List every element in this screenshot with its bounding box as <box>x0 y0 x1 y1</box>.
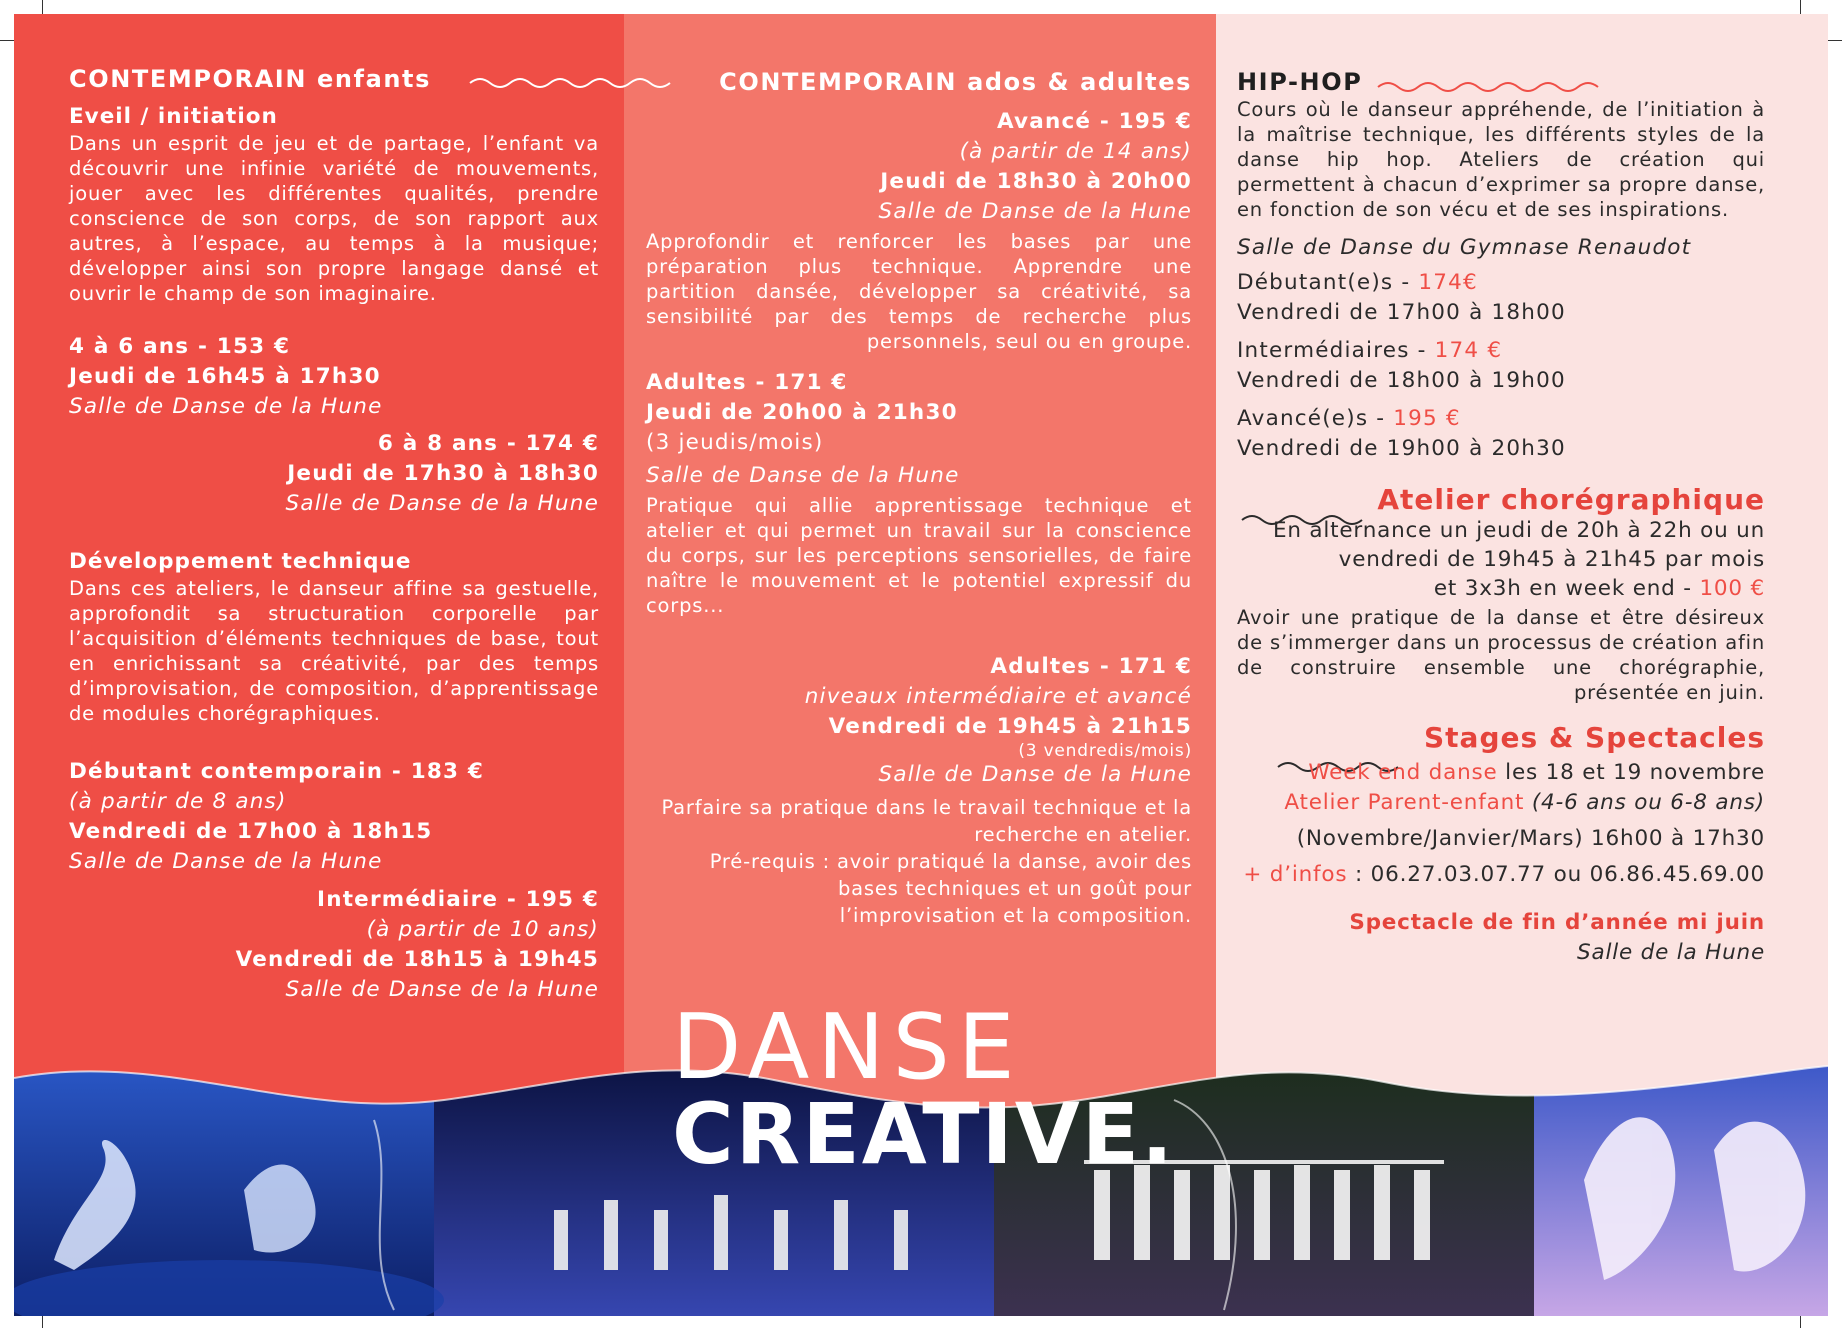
stages-schedule: (Novembre/Janvier/Mars) 16h00 à 17h30 <box>1296 826 1765 851</box>
class-4-6-place: Salle de Danse de la Hune <box>69 394 383 419</box>
weekend-label: Week end danse <box>1308 760 1498 785</box>
section-title: CONTEMPORAIN ados & adultes <box>719 68 1192 96</box>
level-name: Intermédiaires - <box>1237 338 1435 363</box>
level-price: 195 € <box>1393 406 1461 431</box>
avance-place: Salle de Danse de la Hune <box>878 199 1192 224</box>
adultes2-description: Parfaire sa pratique dans le travail technique et la recherche en atelier. <box>661 796 1192 846</box>
dev-title: Développement technique <box>69 549 412 574</box>
dev-description: Dans ces ateliers, le danseur affine sa gestuelle, approfondit sa structuration corporelle par l’acquisition d’éléments techniques de base, tout en enrichissant sa créativité, par des temps d’improvisation, de composition, d’apprentissage de modules chorégraphiques. <box>69 577 599 725</box>
level-debutant <box>1237 268 1765 328</box>
intermediaire-place: Salle de Danse de la Hune <box>285 977 599 1002</box>
avance-description: Approfondir et renforcer les bases par une préparation plus technique. Apprendre une partition dansée, développer sa créativité, sa sensibilité par des temps de recherche plus personnels, seul ou en groupe. <box>646 230 1192 353</box>
banner-title-line2: CREATIVE. <box>672 1085 1176 1183</box>
hiphop-place: Salle de Danse du Gymnase Renaudot <box>1237 235 1692 260</box>
intermediaire-name: Intermédiaire - 195 € <box>317 887 599 912</box>
infos-label: + d’infos <box>1243 862 1348 887</box>
atelier-price: 100 € <box>1699 576 1765 601</box>
column-contemporain-adultes <box>646 14 1192 929</box>
weekend-text: les 18 et 19 novembre <box>1497 760 1765 785</box>
level-avance <box>1237 404 1765 464</box>
class-6-8-time: Jeudi de 17h30 à 18h30 <box>287 461 599 486</box>
avance-age: (à partir de 14 ans) <box>959 139 1192 164</box>
adultes2-name: Adultes - 171 € <box>990 654 1192 679</box>
adultes2-frequency: (3 vendredis/mois) <box>1018 741 1192 761</box>
class-4-6-time: Jeudi de 16h45 à 17h30 <box>69 364 381 389</box>
avance-time: Jeudi de 18h30 à 20h00 <box>880 169 1192 194</box>
banner-title-line1: DANSE <box>672 995 1023 1100</box>
level-time: Vendredi de 18h00 à 19h00 <box>1237 368 1566 393</box>
parent-text: (4-6 ans ou 6-8 ans) <box>1524 790 1765 815</box>
adultes1-time: Jeudi de 20h00 à 21h30 <box>646 400 958 425</box>
section-title: HIP-HOP <box>1237 68 1363 96</box>
debutant-age: (à partir de 8 ans) <box>69 789 287 814</box>
level-name: Débutant(e)s - <box>1237 270 1419 295</box>
adultes1-frequency: (3 jeudis/mois) <box>646 430 824 455</box>
column-hiphop <box>1237 14 1765 968</box>
level-time: Vendredi de 17h00 à 18h00 <box>1237 300 1566 325</box>
adultes2-level: niveaux intermédiaire et avancé <box>804 684 1192 709</box>
intermediaire-time: Vendredi de 18h15 à 19h45 <box>235 947 599 972</box>
debutant-name: Débutant contemporain - 183 € <box>69 759 485 784</box>
spectacle: Spectacle de fin d’année mi juin <box>1349 910 1765 935</box>
class-4-6-age: 4 à 6 ans - 153 € <box>69 334 291 359</box>
level-price: 174 € <box>1434 338 1503 363</box>
atelier-description: Avoir une pratique de la danse et être désireux de s’immerger dans un processus de création afin de construire ensemble une chorégraphie, présentée en juin. <box>1237 606 1765 704</box>
atelier-line1: En alternance un jeudi de 20h à 22h ou un <box>1272 518 1765 543</box>
eveil-description: Dans un esprit de jeu et de partage, l’enfant va découvrir une infinie variété de mouvements, jouer avec les différentes qualités, prendre conscience de son corps, de son rapport aux autres, à l’espace, au temps à la musique; développer ainsi son propre langage dansé et ouvrir le champ de son imaginaire. <box>69 132 599 305</box>
class-6-8-age: 6 à 8 ans - 174 € <box>377 431 599 456</box>
adultes2-prerequis: Pré-requis : avoir pratiqué la danse, avoir des bases techniques et un goût pour l’improvisation et la composition. <box>709 850 1192 927</box>
debutant-place: Salle de Danse de la Hune <box>69 849 383 874</box>
section-title: CONTEMPORAIN enfants <box>69 65 432 93</box>
infos-phone: : 06.27.03.07.77 ou 06.86.45.69.00 <box>1347 862 1765 887</box>
debutant-time: Vendredi de 17h00 à 18h15 <box>69 819 433 844</box>
adultes1-name: Adultes - 171 € <box>646 370 848 395</box>
avance-name: Avancé - 195 € <box>996 109 1192 134</box>
eveil-title: Eveil / initiation <box>69 104 278 129</box>
class-6-8-place: Salle de Danse de la Hune <box>285 491 599 516</box>
stages-title: Stages & Spectacles <box>1424 721 1765 754</box>
level-time: Vendredi de 19h00 à 20h30 <box>1237 436 1566 461</box>
column-contemporain-enfants <box>69 14 599 1005</box>
adultes1-description: Pratique qui allie apprentissage technique et atelier et qui permet un travail sur la conscience du corps, sur les perceptions sensorielles, de faire naître le mouvement et le potentiel expressif du corps... <box>646 494 1192 617</box>
intermediaire-age: (à partir de 10 ans) <box>366 917 599 942</box>
hiphop-description: Cours où le danseur appréhende, de l’initiation à la maîtrise technique, les différents styles de la danse hip hop. Ateliers de création qui permettent à chacun d’exprimer sa propre danse, en fonction de son vécu et de ses inspirations. <box>1237 98 1765 221</box>
parent-label: Atelier Parent-enfant <box>1284 790 1525 815</box>
atelier-line3: et 3x3h en week end - <box>1433 576 1700 601</box>
atelier-title: Atelier chorégraphique <box>1377 483 1765 516</box>
atelier-line2: vendredi de 19h45 à 21h45 par mois <box>1338 547 1765 572</box>
level-name: Avancé(e)s - <box>1237 406 1394 431</box>
spectacle-place: Salle de la Hune <box>1577 940 1765 965</box>
adultes2-time: Vendredi de 19h45 à 21h15 <box>828 714 1192 739</box>
level-intermediaire <box>1237 336 1765 396</box>
adultes1-place: Salle de Danse de la Hune <box>646 463 960 488</box>
adultes2-place: Salle de Danse de la Hune <box>878 762 1192 787</box>
level-price: 174€ <box>1418 270 1478 295</box>
